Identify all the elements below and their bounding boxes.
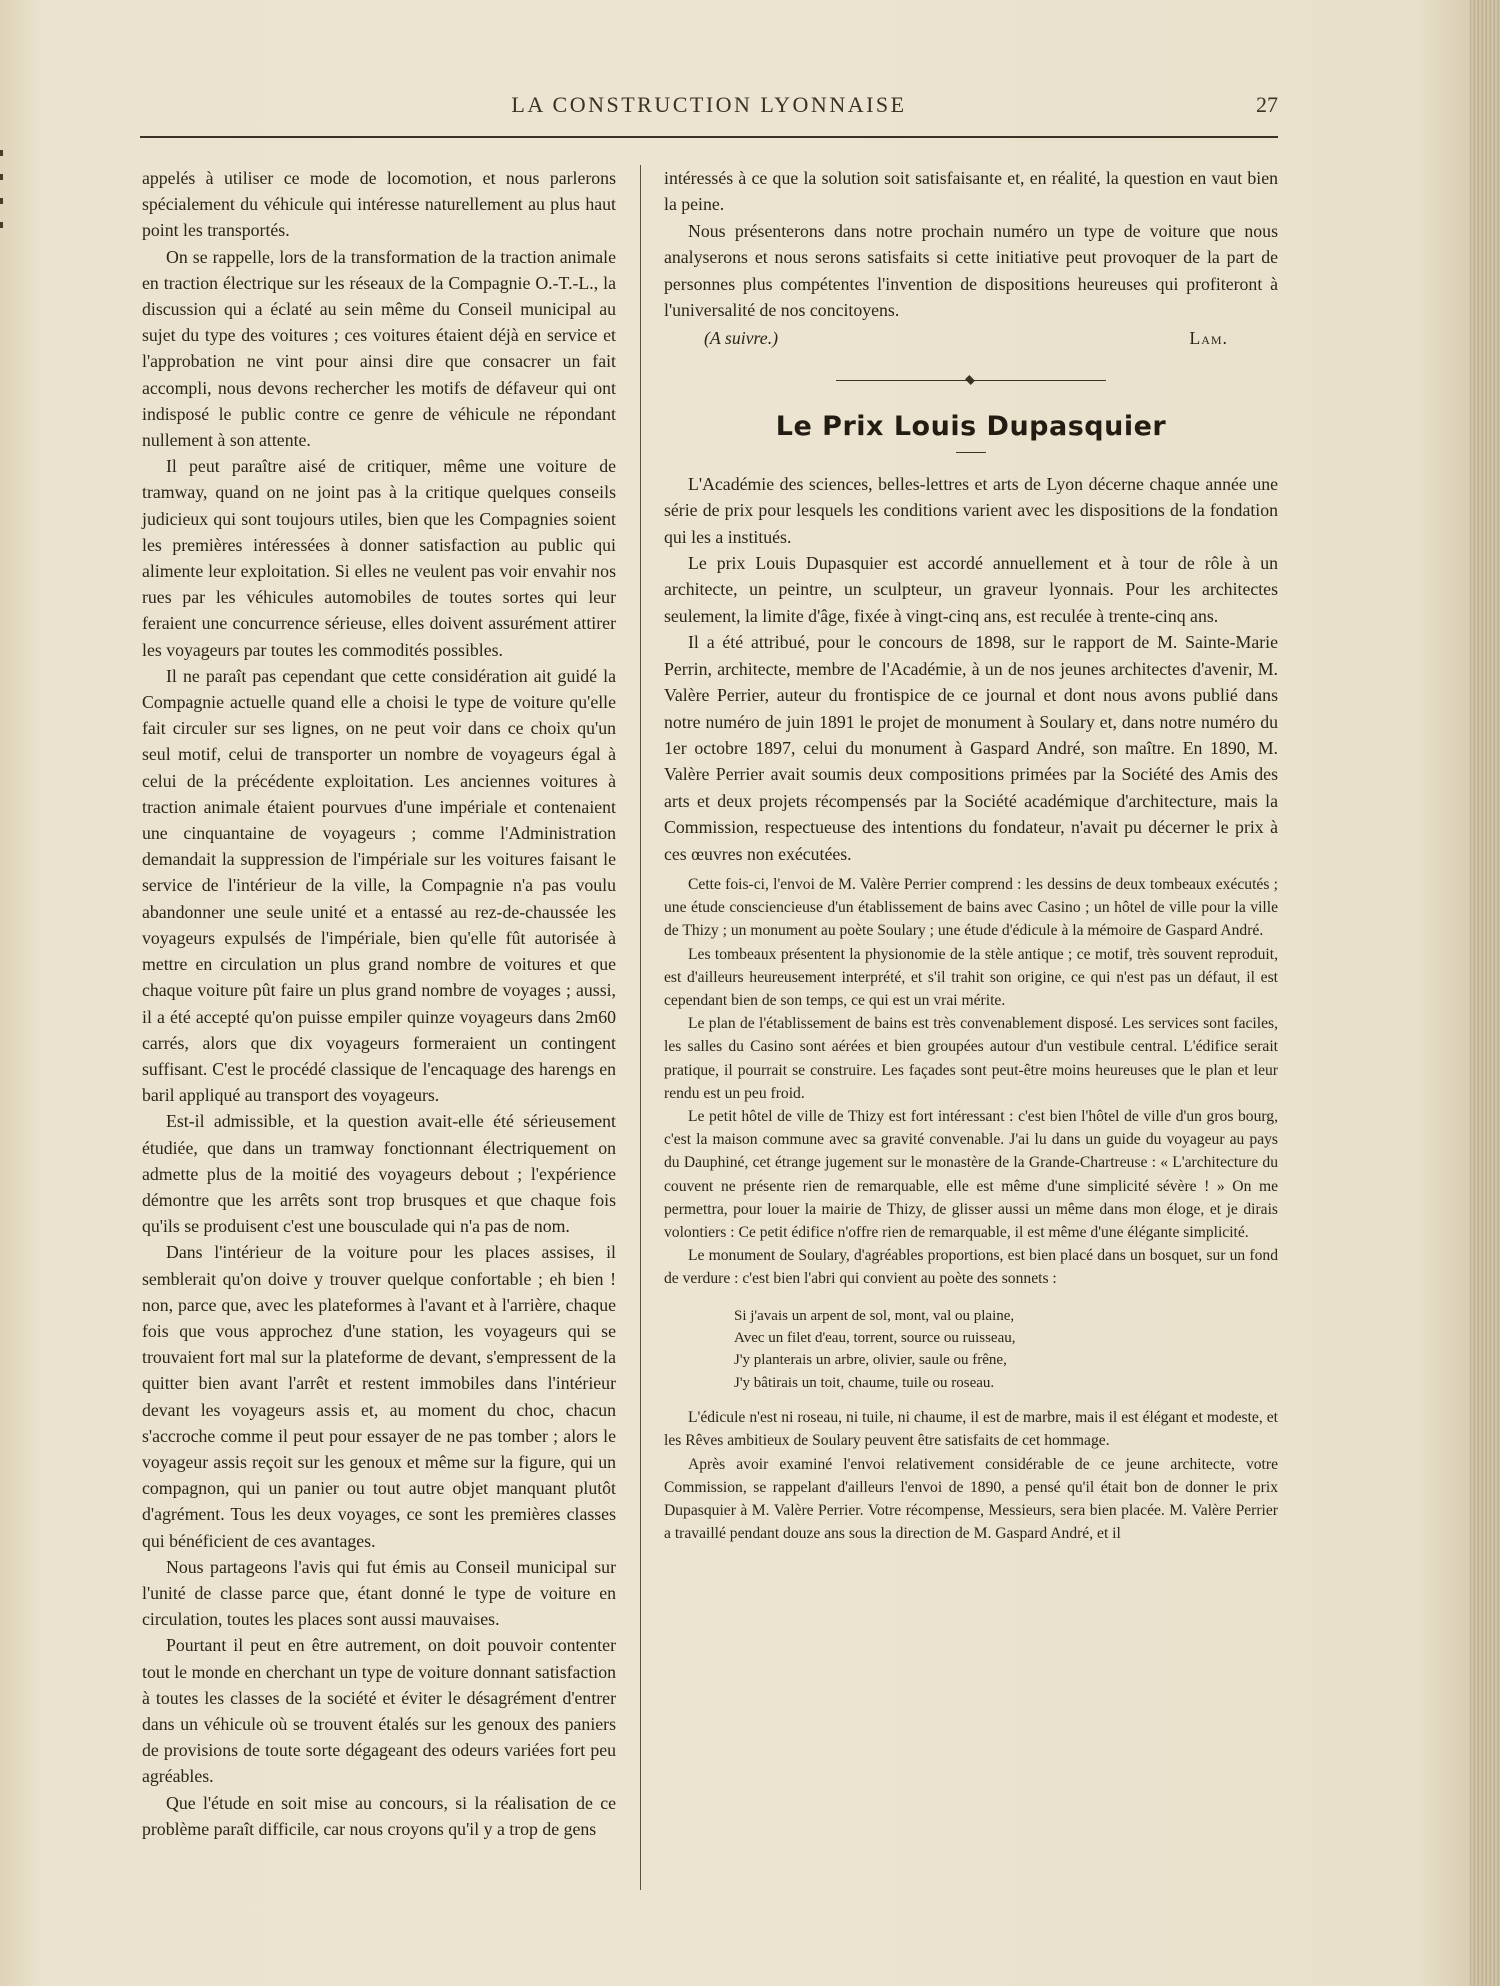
title-rule bbox=[956, 452, 986, 453]
poem-line: J'y bâtirais un toit, chaume, tuile ou roseau. bbox=[734, 1374, 995, 1391]
article-title: Le Prix Louis Dupasquier bbox=[775, 410, 1167, 442]
paragraph: Que l'étude en soit mise au concours, si la réalisation de ce problème paraît difficile, car nous croyons qu'il y a trop de gens bbox=[142, 1792, 616, 1839]
paragraph: appelés à utiliser ce mode de locomotion, et nous parlerons spécialement du véhicule qui intéresse naturellement au plus haut point les transportés. bbox=[142, 168, 616, 241]
paragraph: Cette fois-ci, l'envoi de M. Valère Perrier comprend : les dessins de deux tombeaux exécutés ; une étude consciencieuse d'un établissement de bains avec Casino ; un hôtel de ville pour la ville de Thizy ; un monument au poète Soulary ; une étude d'édicule à la mémoire de Gaspard André. bbox=[664, 875, 1278, 940]
article-signoff bbox=[664, 325, 1278, 351]
paragraph: Le monument de Soulary, d'agréables proportions, est bien placé dans un bosquet, sur un fond de verdure : c'est bien l'abri qui convient au poète des sonnets : bbox=[664, 1247, 1278, 1288]
paragraph: Nous présenterons dans notre prochain numéro un type de voiture que nous analyserons et nous serons satisfaits si cette initiative peut provoquer de la part de personnes plus compétentes l'invention de dispositions heureuses qui profiteront à l'universalité de nos concitoyens. bbox=[664, 220, 1278, 321]
paragraph: Nous partageons l'avis qui fut émis au Conseil municipal sur l'unité de classe parce que, étant donné le type de voiture en circulation, toutes les places sont aussi mauvaises. bbox=[142, 1556, 616, 1630]
paragraph: intéressés à ce que la solution soit satisfaisante et, en réalité, la question en vaut bien la peine. bbox=[664, 168, 1278, 215]
report-excerpt bbox=[664, 873, 1278, 1546]
poem-line: Avec un filet d'eau, torrent, source ou ruisseau, bbox=[734, 1330, 1016, 1346]
left-column bbox=[142, 165, 616, 1842]
paragraph: Le plan de l'établissement de bains est très convenablement disposé. Les services sont faciles, les salles du Casino sont aérées et bien groupées autour d'un vestibule central. L'édifice serait pratique, il pourrait se construire. Les façades sont peut-être moins heureuses que le plan et leur rendu est un peu froid. bbox=[664, 1015, 1278, 1102]
poem-line: J'y planterais un arbre, olivier, saule ou frêne, bbox=[734, 1352, 1007, 1369]
author-signature: Lam. bbox=[1189, 328, 1228, 349]
paragraph: Dans l'intérieur de la voiture pour les places assises, il semblerait qu'on doive y trouver quelque confortable ; eh bien ! non, parce que, avec les plateformes à l'avant et à l'arrière, chaque fois que vous approchez d'une station, les voyageurs qui se trouvaient fort mal sur la plateforme de devant, s'empressent de la quitter bien avant l'arrêt et restent immobiles dans l'intérieur devant les voyageurs assis et, au moment du choc, chacun s'accroche comme il peut pour essayer de ne pas tomber ; alors le voyageur assis reçoit sur les genoux et même sur la figure, qui un compagnon, qui un panier ou tout autre objet manquant plutôt d'agrément. Tous les deux voyages, ce sont les premières classes qui bénéficient de ces avantages. bbox=[142, 1242, 616, 1551]
to-be-continued: (A suivre.) bbox=[704, 328, 779, 349]
paragraph: Les tombeaux présentent la physionomie de la stèle antique ; ce motif, très souvent reproduit, est d'ailleurs heureusement interprété, et s'il trahit son origine, ce qui n'est pas un défaut, il est cependant bien de son temps, ce qui est un vrai mérite. bbox=[664, 945, 1278, 1009]
paragraph: Le petit hôtel de ville de Thizy est fort intéressant : c'est bien l'hôtel de ville d'un gros bourg, c'est la maison commune avec sa gravité convenable. J'ai lu dans un guide du voyageur au pays du Dauphiné, cet étrange jugement sur le monastère de la Grande-Chartreuse : « L'architecture du couvent ne présente rien de remarquable, elle est même d'une simplicité sévère ! » On me permettra, pour louer la mairie de Thizy, de glisser aussi un même dans mon éloge, et je dirais volontiers : Ce petit édifice n'offre rien de remarquable, il est même d'une élégante simplicité. bbox=[664, 1107, 1278, 1241]
running-title: LA CONSTRUCTION LYONNAISE bbox=[511, 92, 907, 117]
paragraph: Après avoir examiné l'envoi relativement considérable de ce jeune architecte, votre Commission, se rappelant d'ailleurs l'envoi de 1890, a pensé qu'il était bon de donner le prix Dupasquier à M. Valère Perrier. Votre récompense, Messieurs, sera bien placée. M. Valère Perrier a travaillé pendant douze ans sous la direction de M. Gaspard André, et il bbox=[664, 1455, 1278, 1543]
poem-quote bbox=[734, 1305, 1278, 1395]
page-header bbox=[140, 92, 1278, 122]
section-ornament bbox=[836, 376, 1106, 386]
paragraph: On se rappelle, lors de la transformation de la traction animale en traction électrique sur les réseaux de la Compagnie O.-T.-L., la discussion qui a éclaté au sein même du Conseil municipal au sujet du type des voitures ; ces voitures étaient déjà en service et l'approbation ne vint pour ainsi dire que consacrer un fait accompli, nous devons rechercher les motifs de défaveur qui ont indisposé le public contre ce genre de véhicule ne répondant nullement à son attente. bbox=[142, 246, 616, 451]
poem-line: Si j'avais un arpent de sol, mont, val ou plaine, bbox=[734, 1307, 1015, 1324]
column-divider bbox=[640, 165, 641, 1890]
paragraph: Est-il admissible, et la question avait-elle été sérieusement étudiée, que dans un tramway fonctionnant électriquement on admette plus de la moitié des voyageurs debout ; l'expérience démontre que les arrêts sont trop brusques et que chaque fois qu'ils se produisent c'est une bousculade qui n'a pas de nom. bbox=[142, 1111, 616, 1237]
header-rule bbox=[140, 136, 1278, 138]
paragraph: Il peut paraître aisé de critiquer, même une voiture de tramway, quand on ne joint pas à la critique quelques conseils judicieux qui sont toujours utiles, bien que les Compagnies soient les premières intéressées à donner satisfaction au public qui alimente leur exploitation. Si elles ne veulent pas voir envahir nos rues par les véhicules automobiles de toutes sortes qui leur feraient une concurrence sérieuse, elles doivent assurément attirer les voyageurs par toutes les commodités possibles. bbox=[142, 456, 616, 660]
paragraph: L'Académie des sciences, belles-lettres et arts de Lyon décerne chaque année une série de prix pour lesquels les conditions varient avec les dispositions de la fondation qui les a institués. bbox=[664, 473, 1278, 547]
paragraph: Il a été attribué, pour le concours de 1898, sur le rapport de M. Sainte-Marie Perrin, architecte, membre de l'Académie, à un de nos jeunes architectes d'avenir, M. Valère Perrier, auteur du frontispice de ce journal et dont nous avons publié dans notre numéro de juin 1891 le projet de monument à Soulary et, dans notre numéro du 1er octobre 1897, celui du monument à Gaspard André, son maître. En 1890, M. Valère Perrier avait soumis deux compositions primées par la Société des Amis des arts et deux projets récompensés par la Société académique d'architecture, mais la Commission, respectueuse des intentions du fondateur, n'avait pu décerner le prix à ces œuvres non exécutées. bbox=[664, 632, 1278, 864]
paragraph: Le prix Louis Dupasquier est accordé annuellement et à tour de rôle à un architecte, un peintre, un sculpteur, un graveur lyonnais. Pour les architectes seulement, la limite d'âge, fixée à vingt-cinq ans, est reculée à trente-cinq ans. bbox=[664, 553, 1278, 626]
page-number: 27 bbox=[1256, 92, 1278, 117]
binding-marks bbox=[0, 150, 6, 270]
page-edge bbox=[1470, 0, 1500, 1986]
right-column bbox=[664, 165, 1278, 1545]
paragraph: Il ne paraît pas cependant que cette considération ait guidé la Compagnie actuelle quand elle a choisi le type de voiture qu'elle fait circuler sur ses lignes, on ne peut voir dans ce choix qu'un seul motif, celui de transporter un nombre de voyageurs égal à celui de la précédente exploitation. Les anciennes voitures à traction animale étaient pourvues d'une impériale et contenaient une cinquantaine de voyageurs ; comme l'Administration demandait la suppression de l'impériale sur les voitures faisant le service de l'intérieur de la ville, la Compagnie n'a pas voulu abandonner une seule unité et a entassé au rez-de-chaussée les voyageurs expulsés de l'impériale, bien qu'elle fût autorisée à mettre en circulation un plus grand nombre de voitures et que chaque voiture pût faire un plus grand nombre de voyages ; aussi, il a été accepté qu'on puisse empiler quinze voyageurs dans 2m60 carrés, alors que dix voyageurs formeraient un contingent suffisant. C'est le procédé classique de l'encaquage des harengs en baril appliqué au transport des voyageurs. bbox=[142, 665, 616, 1106]
paragraph: L'édicule n'est ni roseau, ni tuile, ni chaume, il est de marbre, mais il est élégant et modeste, et les Rêves ambitieux de Soulary peuvent être satisfaits de cet hommage. bbox=[664, 1409, 1278, 1450]
paragraph: Pourtant il peut en être autrement, on doit pouvoir contenter tout le monde en cherchant un type de voiture donnant satisfaction à toutes les classes de la société et éviter le désagrément d'entrer dans un véhicule où se trouvent étalés sur les genoux des paniers de provisions de toute sorte dégageant des odeurs variées fort peu agréables. bbox=[142, 1635, 616, 1787]
